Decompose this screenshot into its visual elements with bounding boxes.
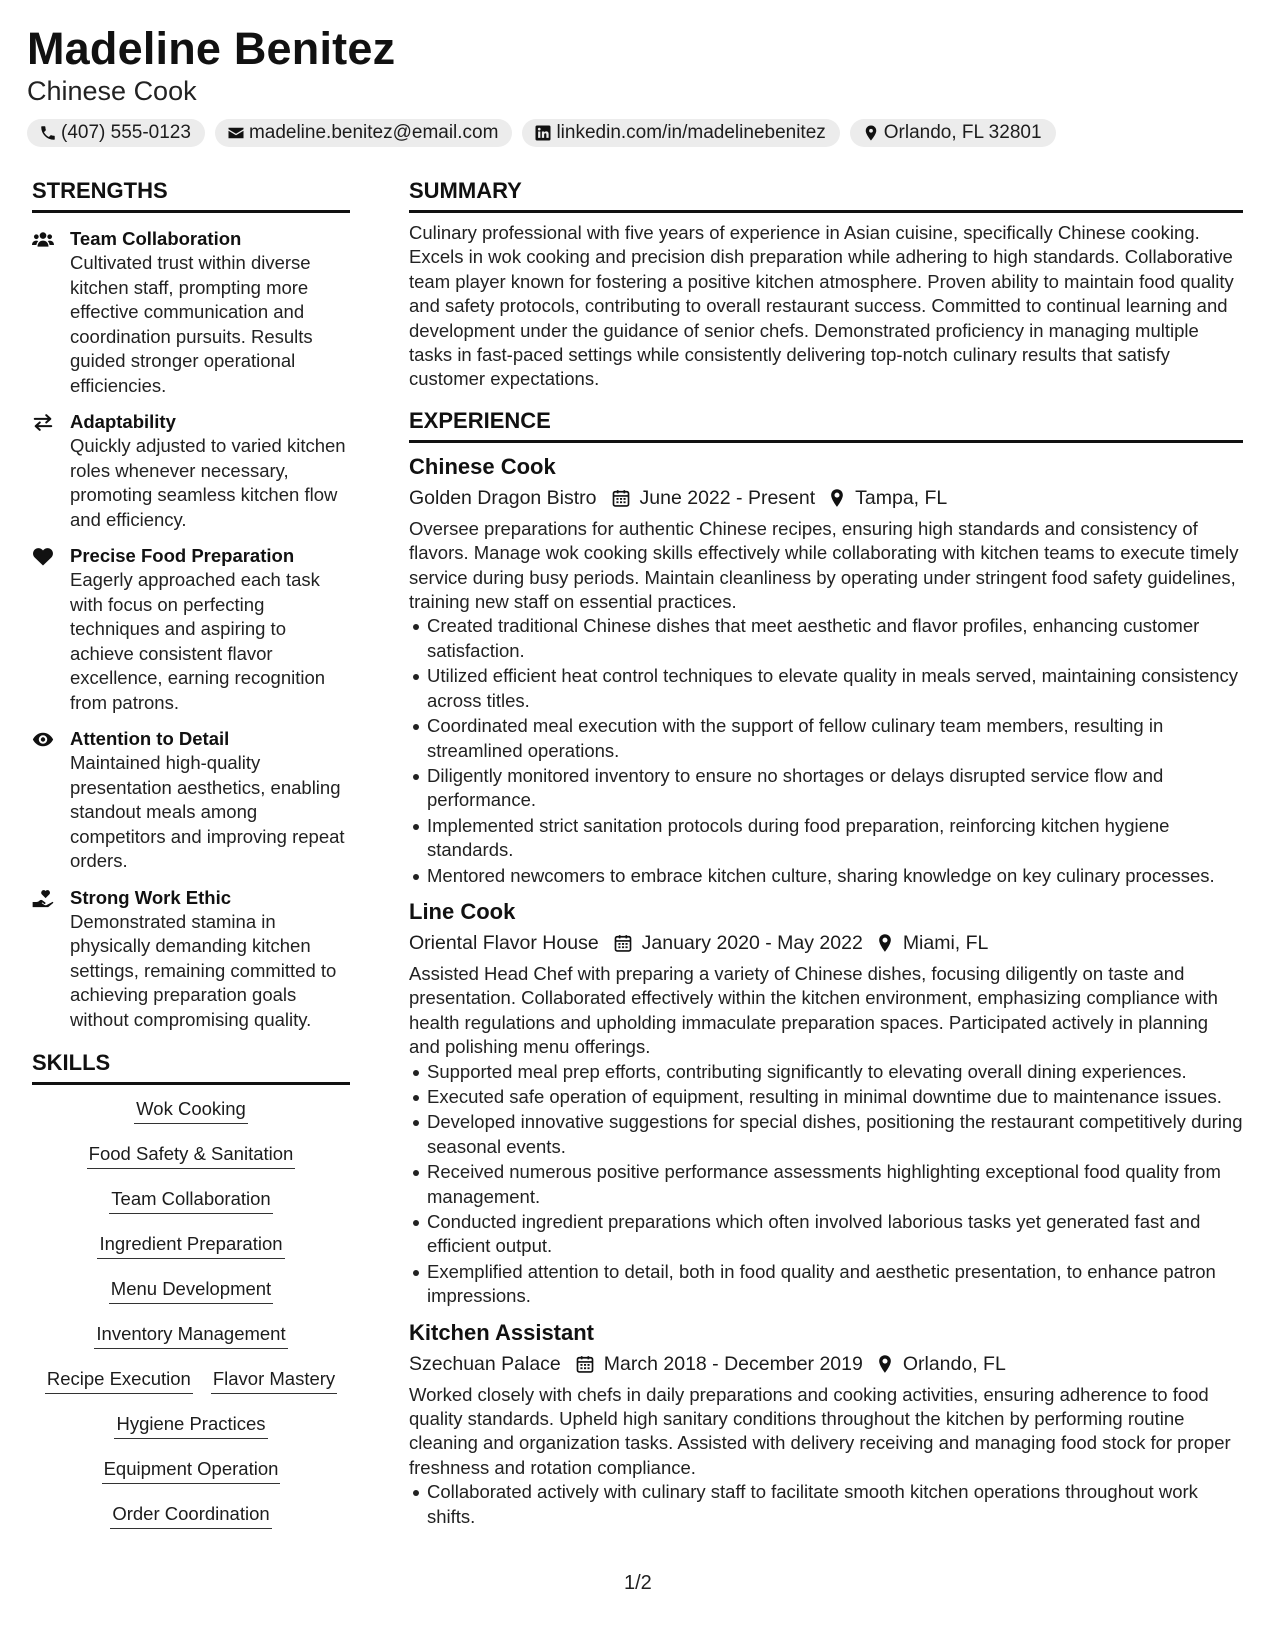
left-column (32, 176, 350, 1547)
skill-tag: Recipe Execution (45, 1367, 193, 1394)
strength-item (32, 544, 350, 715)
skill-tag: Hygiene Practices (114, 1412, 267, 1439)
job-entry (409, 453, 1243, 888)
contact-location-text: Orlando, FL 32801 (883, 122, 1042, 143)
skill-tag: Equipment Operation (102, 1457, 281, 1484)
job-bullet: Exemplified attention to detail, both in food quality and aesthetic presentation, to enhance patron impressions. (427, 1260, 1243, 1309)
page-number: 1/2 (624, 1572, 652, 1594)
job-meta (409, 928, 1243, 958)
job-bullets (409, 614, 1243, 887)
skill-tag: Food Safety & Sanitation (87, 1142, 296, 1169)
job-bullet: Conducted ingredient preparations which often involved laborious tasks yet generated fast and efficient output. (427, 1210, 1243, 1259)
experience-divider (409, 440, 1243, 443)
job-entry (409, 1319, 1243, 1529)
job-company: Szechuan Palace (409, 1352, 561, 1375)
job-meta (409, 1349, 1243, 1379)
job-company: Golden Dragon Bistro (409, 486, 597, 509)
contact-bar (27, 119, 1235, 147)
skill-tag: Team Collaboration (109, 1187, 272, 1214)
strength-title: Strong Work Ethic (70, 886, 232, 908)
job-bullet: Diligently monitored inventory to ensure no shortages or delays disrupted service flow and performance. (427, 764, 1243, 813)
location-pin-icon (875, 933, 895, 953)
envelope-icon (227, 124, 245, 142)
contact-location (850, 119, 1056, 147)
strengths-section (32, 176, 350, 1032)
job-bullet: Implemented strict sanitation protocols during food preparation, reinforcing kitchen hygiene standards. (427, 814, 1243, 863)
job-title: Line Cook (409, 898, 516, 924)
calendar-icon (575, 1354, 595, 1374)
job-bullet: Received numerous positive performance assessments highlighting exceptional food quality from management. (427, 1160, 1243, 1209)
job-bullet: Supported meal prep efforts, contributing significantly to elevating overall dining experiences. (427, 1060, 1243, 1084)
job-title: Chinese Cook (409, 453, 556, 479)
strength-item (32, 227, 350, 398)
job-location: Miami, FL (902, 931, 989, 954)
strength-description: Eagerly approached each task with focus on perfecting techniques and aspiring to achieve consistent flavor excellence, earning recognition from patrons. (70, 569, 326, 713)
job-bullet: Mentored newcomers to embrace kitchen culture, sharing knowledge on key culinary processes. (427, 864, 1243, 888)
job-location: Orlando, FL (902, 1352, 1006, 1375)
skills-list (32, 1097, 350, 1547)
strengths-divider (32, 210, 350, 213)
arrows-exchange-icon (32, 413, 54, 432)
contact-linkedin-text: linkedin.com/in/madelinebenitez (556, 122, 826, 143)
job-bullet: Executed safe operation of equipment, resulting in minimal downtime due to maintenance issues. (427, 1085, 1243, 1109)
contact-email[interactable] (215, 119, 513, 147)
strength-item (32, 886, 350, 1033)
skill-tag: Menu Development (109, 1277, 273, 1304)
strength-title: Precise Food Preparation (70, 545, 295, 566)
job-title: Kitchen Assistant (409, 1319, 595, 1345)
strength-description: Maintained high-quality presentation aesthetics, enabling standout meals among competitors and improving repeat orders. (70, 752, 345, 871)
summary-section (409, 176, 1243, 392)
strength-description: Cultivated trust within diverse kitchen staff, prompting more effective communication and coordination pursuits. Results guided stronger operational efficiencies. (70, 252, 313, 396)
job-description: Assisted Head Chef with preparing a variety of Chinese dishes, focusing diligently on taste and presentation. Collaborated effectively within the kitchen environment, emphasizing compliance with health regulations and upholding immaculate preparation spaces. Participated actively in planning and polishing menu offerings. (409, 962, 1218, 1058)
job-description: Worked closely with chefs in daily preparations and cooking activities, ensuring adherence to food quality standards. Upheld high sanitary conditions throughout the kitchen by performing routine cleaning and organization tasks. Assisted with delivery receiving and managing food stock for proper freshness and rotation compliance. (409, 1383, 1231, 1478)
resume-header (27, 22, 1235, 147)
contact-phone[interactable] (27, 119, 205, 147)
job-bullet: Collaborated actively with culinary staff to facilitate smooth kitchen operations throughout work shifts. (427, 1480, 1243, 1529)
location-pin-icon (827, 488, 847, 508)
skill-tag: Ingredient Preparation (97, 1232, 284, 1259)
strength-description: Quickly adjusted to varied kitchen roles whenever necessary, promoting seamless kitchen flow and efficiency. (70, 435, 346, 530)
strength-item (32, 727, 350, 874)
job-bullets (409, 1480, 1243, 1529)
experience-heading: EXPERIENCE (409, 407, 551, 433)
skill-tag: Inventory Management (94, 1322, 287, 1349)
calendar-icon (613, 933, 633, 953)
skill-tag: Flavor Mastery (211, 1367, 337, 1394)
job-bullets (409, 1060, 1243, 1309)
job-dates: June 2022 - Present (639, 486, 816, 509)
users-icon (32, 230, 54, 249)
phone-icon (39, 124, 57, 142)
job-meta (409, 483, 1243, 513)
job-dates: January 2020 - May 2022 (641, 931, 863, 954)
skills-divider (32, 1082, 350, 1085)
heart-icon (32, 547, 54, 566)
job-bullet: Created traditional Chinese dishes that meet aesthetic and flavor profiles, enhancing customer satisfaction. (427, 614, 1243, 663)
skills-section (32, 1048, 350, 1547)
skill-tag: Order Coordination (110, 1502, 271, 1529)
job-description: Oversee preparations for authentic Chinese recipes, ensuring high standards and consistency of flavors. Manage wok cooking skills effectively while collaborating with kitchen teams to execute timely service during busy periods. Maintain cleanliness by operating under stringent food safety guidelines, training new staff on essential practices. (409, 517, 1239, 613)
contact-phone-text: (407) 555-0123 (61, 122, 191, 143)
experience-section (409, 406, 1243, 1529)
job-bullet: Developed innovative suggestions for special dishes, positioning the restaurant competitively during seasonal events. (427, 1110, 1243, 1159)
job-entry (409, 898, 1243, 1309)
candidate-name: Madeline Benitez (27, 23, 396, 74)
hand-holding-heart-icon (32, 889, 54, 908)
contact-email-text: madeline.benitez@email.com (248, 122, 499, 143)
job-location: Tampa, FL (855, 486, 948, 509)
job-dates: March 2018 - December 2019 (603, 1352, 863, 1375)
skills-heading: SKILLS (32, 1050, 111, 1075)
eye-icon (32, 730, 54, 749)
job-bullet: Coordinated meal execution with the support of fellow culinary team members, resulting in streamlined operations. (427, 714, 1243, 763)
strength-item (32, 410, 350, 532)
location-pin-icon (875, 1354, 895, 1374)
strength-title: Adaptability (70, 411, 176, 432)
summary-heading: SUMMARY (409, 178, 522, 203)
skill-tag: Wok Cooking (134, 1097, 248, 1124)
contact-linkedin[interactable] (522, 119, 839, 147)
job-bullet: Utilized efficient heat control techniques to elevate quality in meals served, maintaining consistency across titles. (427, 664, 1243, 713)
strength-title: Attention to Detail (70, 728, 230, 749)
strengths-heading: STRENGTHS (32, 178, 168, 203)
summary-divider (409, 210, 1243, 213)
right-column (409, 176, 1243, 1530)
linkedin-icon (534, 124, 552, 142)
strength-description: Demonstrated stamina in physically demanding kitchen settings, remaining committed to achieving preparation goals without compromising quality. (70, 910, 337, 1030)
calendar-icon (611, 488, 631, 508)
summary-text: Culinary professional with five years of experience in Asian cuisine, specifically Chinese cooking. Excels in wok cooking and precision dish preparation while adhering to high standards. Collaborative team player known for fostering a positive kitchen atmosphere. Proven ability to maintain food quality and safety protocols, contributing to overall restaurant success. Committed to continual learning and development under the guidance of senior chefs. Demonstrated proficiency in managing multiple tasks in fast-paced settings while consistently delivering top-notch culinary results that satisfy customer expectations. (409, 222, 1234, 390)
job-company: Oriental Flavor House (409, 931, 599, 954)
location-pin-icon (862, 124, 880, 142)
candidate-role: Chinese Cook (27, 76, 197, 106)
strength-title: Team Collaboration (70, 228, 242, 249)
